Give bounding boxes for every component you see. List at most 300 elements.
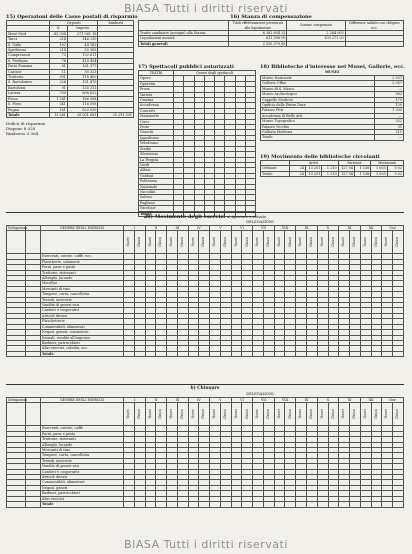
section-20-subtitle: a) Aperture e attivate — [226, 215, 267, 219]
savings-office: Latiera — [7, 91, 50, 96]
header-subcol — [156, 231, 167, 254]
movement-total-cell — [382, 351, 393, 356]
shows-theatre: Niccolini — [139, 189, 174, 194]
header-n: N. — [50, 26, 68, 31]
movement-total-cell — [177, 351, 188, 356]
header-subcol — [296, 231, 307, 254]
savings-importo: 116 008 — [67, 102, 97, 107]
subcol-label: Nuovi — [169, 408, 174, 419]
movement-total-cell — [371, 502, 382, 507]
header-roman: V — [210, 226, 232, 231]
movement-total-cell — [231, 502, 242, 507]
savings-office: S. Frediano — [7, 58, 50, 63]
savings-table — [6, 20, 134, 118]
header-subcol — [339, 403, 350, 426]
museum-name: Palazzo Vecchio — [261, 124, 375, 129]
section-15-savings — [6, 14, 138, 210]
movement-total-cell — [177, 502, 188, 507]
closures-table — [6, 397, 404, 508]
movement-category: Vendite di generi vari — [41, 464, 124, 469]
header-roman: VII — [253, 226, 275, 231]
library-cell: 1 210 — [322, 171, 338, 176]
subcol-label: Nuovi — [298, 408, 303, 419]
header-subcol — [231, 231, 242, 254]
movement-total-cell — [134, 502, 145, 507]
shows-theatre: Pagliano — [139, 200, 174, 205]
subcol-label: Chiusi — [373, 236, 378, 247]
subcol-label: Chiusi — [244, 408, 249, 419]
shows-theatre: Feste — [139, 125, 174, 130]
header-subcol — [188, 403, 199, 426]
header-subcol — [177, 403, 188, 426]
header-subcol — [285, 403, 296, 426]
header-subcol — [242, 403, 253, 426]
shows-theatre: Ippodromo — [139, 135, 174, 140]
savings-office: Porta Romana — [7, 64, 50, 69]
header-subcol — [177, 231, 188, 254]
movement-total-cell — [263, 502, 274, 507]
movement-total-cell — [360, 351, 371, 356]
header-subcol — [339, 231, 350, 254]
header-subcol — [134, 231, 145, 254]
header-subcol — [328, 231, 339, 254]
shows-theatre: Concerti — [139, 108, 174, 113]
header-subcol — [167, 231, 178, 254]
dispone-value: 8 028 — [23, 126, 36, 132]
divider-1 — [6, 212, 404, 213]
savings-office: S. Piero — [7, 102, 50, 107]
movement-category: Vendite di generi vari — [41, 303, 124, 308]
header-teatri: TEATRI — [139, 71, 174, 76]
movement-category: Tempere, carta, cancelleria — [41, 292, 124, 297]
shows-theatre: La Pergola — [139, 157, 174, 162]
header-subcol — [145, 403, 156, 426]
shows-table — [138, 70, 256, 217]
shows-theatre: Verdi — [139, 162, 174, 167]
museum-visitors: 31 — [375, 124, 404, 129]
libraries-table — [260, 160, 404, 177]
library-cell: 127 94 — [338, 171, 354, 176]
savings-importo: 44 162 — [67, 42, 97, 47]
shows-theatre: Salvini — [139, 195, 174, 200]
movement-category: Esercenti, osterie, caffè — [41, 426, 124, 431]
movement-total-cell — [220, 502, 231, 507]
movement-total-label: Totale — [41, 502, 124, 507]
header-subcol — [253, 231, 264, 254]
subcol-label: Nuovi — [384, 236, 389, 247]
savings-n: 61 — [50, 64, 68, 69]
header-roman: II — [145, 226, 167, 231]
movement-total-cell — [285, 502, 296, 507]
library-cell: 1 005 — [371, 166, 387, 171]
clearing-compensated: 2 264 003 — [287, 31, 345, 36]
movement-category: Mercanti di vino — [41, 448, 124, 453]
movement-category: Articoli diversi — [41, 475, 124, 480]
subcol-label: Chiusi — [222, 408, 227, 419]
movement-total-cell — [156, 351, 167, 356]
savings-n: 63 304 — [50, 31, 68, 36]
dispone-label: Dispone — [6, 126, 23, 132]
subcol-label: Nuovi — [212, 408, 217, 419]
movement-category: Esercenti, osterie, caffè, ecc. — [41, 254, 124, 259]
savings-n: 301 — [50, 75, 68, 80]
savings-office: Comprensori — [7, 53, 50, 58]
subcol-label: Chiusi — [244, 236, 249, 247]
statistics-sheet — [6, 14, 404, 536]
shows-theatre: Cinema — [139, 98, 174, 103]
movement-total-cell — [296, 351, 307, 356]
subcol-label: Chiusi — [352, 236, 357, 247]
movement-total-cell — [253, 502, 264, 507]
movement-total-cell — [242, 351, 253, 356]
savings-importo: 271 061 16 — [67, 31, 97, 36]
subcol-label: Nuovi — [362, 408, 367, 419]
library-cell: Totale — [261, 171, 290, 176]
header-depositi: Depositi — [50, 21, 98, 26]
museum-visitors: — — [375, 135, 404, 140]
header-differenze: Differenze saldate con chèques ecc. — [345, 21, 403, 31]
museum-name: Galleria Uffizi — [261, 81, 375, 86]
divider-2 — [6, 384, 404, 385]
section-17-shows — [138, 64, 256, 216]
header-subcol — [350, 231, 361, 254]
savings-office: Cascine — [7, 69, 50, 74]
movement-category: Altri esercizi, calzolai, ecc. — [41, 346, 124, 351]
movement-total-cell — [285, 351, 296, 356]
header-subcol — [360, 231, 371, 254]
header-subcol — [134, 403, 145, 426]
header-roman: IV — [188, 398, 210, 403]
movement-total-cell — [124, 351, 135, 356]
header-subcol — [307, 231, 318, 254]
savings-n: 161 — [50, 107, 68, 112]
header-roman: VIII — [274, 398, 296, 403]
subcol-label: Nuovi — [147, 408, 152, 419]
header-subcol — [317, 231, 328, 254]
savings-office: Spedizioni — [7, 48, 50, 53]
header-roman: IX — [296, 226, 318, 231]
header-subcol — [231, 403, 242, 426]
header-rimborsi: Rimborsi — [98, 21, 134, 26]
header-delegazioni: Delegazioni — [8, 398, 27, 402]
movement-total-cell — [317, 502, 328, 507]
header-importo: Importo — [67, 26, 97, 31]
savings-office: Pugna — [7, 107, 50, 112]
movement-category: Negozi, generi — [41, 485, 124, 490]
movement-total-cell — [220, 351, 231, 356]
subcol-label: Chiusi — [136, 408, 141, 419]
museum-visitors: 2 057 — [375, 81, 404, 86]
museum-name: Museo di S. Marco — [261, 86, 375, 91]
header-subcol — [371, 403, 382, 426]
movement-category: Forni, pane e pasta — [41, 431, 124, 436]
savings-importo: 161 577 — [67, 64, 97, 69]
clearing-table — [138, 20, 404, 47]
header-roman: VI — [231, 398, 253, 403]
library-cell: 1 138 — [354, 166, 370, 171]
library-cell: 5 02 — [387, 166, 403, 171]
header-movimento: Movimento — [371, 161, 404, 166]
header-blank — [7, 231, 26, 254]
subcol-label: Nuovi — [147, 236, 152, 247]
section-20-openings — [6, 214, 404, 382]
shows-theatre: Prosa — [139, 87, 174, 92]
movement-category: Forni, pane e pasta — [41, 265, 124, 270]
movement-category: Macellai — [41, 281, 124, 286]
header-subcol — [220, 403, 231, 426]
movement-total-blank — [26, 351, 41, 356]
shows-theatre: Velodromo — [139, 141, 174, 146]
movement-total-cell — [296, 502, 307, 507]
savings-importo: 102 611 — [67, 53, 97, 58]
movement-total-cell — [274, 502, 285, 507]
library-cell: 24 — [289, 171, 305, 176]
movement-category: Commestibili, alimentari — [41, 480, 124, 485]
museum-visitors: 120 — [375, 103, 404, 108]
museum-name: Totale — [261, 135, 375, 140]
header-subcol — [263, 403, 274, 426]
subcol-label: Nuovi — [169, 236, 174, 247]
savings-importo: 608 822 — [67, 91, 97, 96]
savings-n: 226 — [50, 80, 68, 85]
shows-theatre: Politeama — [139, 179, 174, 184]
shows-theatre: Nazionale — [139, 184, 174, 189]
movement-total-blank — [7, 351, 26, 356]
subcol-label: Chiusi — [330, 408, 335, 419]
header-subcol — [145, 231, 156, 254]
header-delegazioni: Delegazioni — [8, 226, 27, 230]
clearing-total-label: Totali generali — [139, 41, 229, 46]
movement-category: Articoli diversi — [41, 313, 124, 318]
header-subcol — [188, 231, 199, 254]
header-subcol — [199, 403, 210, 426]
museum-name: Museo Topografico — [261, 119, 375, 124]
subcol-label: Chiusi — [309, 408, 314, 419]
subcol-label: Nuovi — [126, 408, 131, 419]
movement-category: Tempere, carta, cancelleria — [41, 453, 124, 458]
library-cell: Ordinari — [261, 166, 290, 171]
savings-importo: 622 030 — [67, 107, 97, 112]
header-subcol — [360, 403, 371, 426]
library-cell: 1 138 — [354, 171, 370, 176]
savings-office: Fosso — [7, 96, 50, 101]
clearing-label: Liquidazioni mensili — [139, 36, 229, 41]
movement-category: Trattorie, ristoranti — [41, 270, 124, 275]
movement-total-blank — [7, 502, 26, 507]
movement-category: Trattorie, ristoranti — [41, 437, 124, 442]
movement-category: Cantieri e cooperativi — [41, 469, 124, 474]
savings-office: Trattoria — [7, 75, 50, 80]
header-subcol — [382, 403, 393, 426]
movement-category: Sensali, vendite all'ingrosso — [41, 335, 124, 340]
section-20-closures — [6, 386, 404, 536]
subcol-label: Nuovi — [255, 408, 260, 419]
rimborso-value: 3 364 — [26, 131, 39, 137]
header-subcol — [210, 403, 221, 426]
movement-total-cell — [393, 351, 404, 356]
header-roman: III — [167, 398, 189, 403]
subcol-label: Chiusi — [352, 408, 357, 419]
rimborso-line — [6, 131, 134, 136]
movement-total-cell — [210, 351, 221, 356]
header-subcol — [393, 231, 404, 254]
museum-visitors: 211 — [375, 130, 404, 135]
shows-theatre: Goldoni — [139, 173, 174, 178]
shows-total-label: Totale — [139, 211, 174, 216]
header-subcol — [242, 231, 253, 254]
header-subcol — [328, 403, 339, 426]
subcol-label: Chiusi — [309, 236, 314, 247]
header-roman: XI — [339, 226, 361, 231]
savings-n: 78 — [50, 58, 68, 63]
subcol-label: Nuovi — [341, 408, 346, 419]
header-titoli: Titoli effettivamente presentati alla liquidazione — [229, 21, 287, 31]
movement-total-row — [7, 502, 404, 507]
clearing-presented: 6 302 604 22 — [229, 31, 287, 36]
header-roman: X — [317, 398, 339, 403]
savings-importo: 151 470 — [67, 80, 97, 85]
openings-table — [6, 225, 404, 357]
movement-total-cell — [124, 502, 135, 507]
header-subcol — [263, 231, 274, 254]
movement-total-cell — [263, 351, 274, 356]
movement-total-cell — [307, 351, 318, 356]
movement-total-cell — [199, 502, 210, 507]
savings-office: Bartolozzi — [7, 85, 50, 90]
museum-visitors: 252 — [375, 119, 404, 124]
header-subcol — [296, 403, 307, 426]
header-subrow — [7, 231, 404, 254]
movement-total-cell — [307, 502, 318, 507]
shows-theatre: Sferisterio — [139, 152, 174, 157]
movement-category: Commestibili, alimentari — [41, 324, 124, 329]
movement-total-cell — [328, 351, 339, 356]
savings-total-label: Totale — [7, 112, 50, 117]
subcol-label: Chiusi — [373, 408, 378, 419]
shows-theatre: Operetta — [139, 81, 174, 86]
header-roman: II — [145, 398, 167, 403]
savings-total-importo: 28 001 081 — [67, 112, 97, 117]
library-cell: 13 201 — [305, 171, 321, 176]
section-16-clearing — [138, 14, 404, 62]
movement-category: Alberghi, locande — [41, 442, 124, 447]
header-blank — [41, 231, 124, 254]
movement-total-cell — [253, 351, 264, 356]
section-19-title: 19) Movimento delle biblioteche circolanti — [260, 154, 380, 160]
header-genere: GENERE DEGLI ESERCIZI — [41, 398, 124, 403]
header-generi: Generi degli spettacoli — [174, 71, 256, 76]
header-roman: VII — [253, 398, 275, 403]
subcol-label: Chiusi — [201, 408, 206, 419]
shows-theatre: Accademia — [139, 103, 174, 108]
header-subcol — [382, 231, 393, 254]
subcol-label: Chiusi — [395, 408, 400, 419]
section-15-title: 15) Operazioni delle Casse postali di risparmio — [6, 14, 138, 20]
savings-n: 182 — [50, 42, 68, 47]
rimborso-label: Rimborso — [6, 131, 26, 137]
header-genere: GENERE DEGLI ESERCIZI — [41, 226, 124, 231]
header-blank — [26, 403, 41, 426]
header-subcol — [124, 231, 135, 254]
header-roman: XII — [360, 398, 382, 403]
section-20-title-text: 20) Movimento degli esercizi — [143, 214, 226, 220]
museum-visitors: 175 — [375, 97, 404, 102]
movement-total-cell — [328, 502, 339, 507]
savings-n: 341 — [50, 102, 68, 107]
savings-n: 1 281 — [50, 96, 68, 101]
subcol-label: Nuovi — [190, 408, 195, 419]
savings-office: Tacci — [7, 37, 50, 42]
movement-total-label: Totale — [41, 351, 124, 356]
movement-total-cell — [317, 351, 328, 356]
header-roman: V — [210, 398, 232, 403]
savings-n: 73 — [50, 53, 68, 58]
section-20b-subtitle: b) Chiusure — [190, 386, 220, 391]
subcol-label: Nuovi — [319, 236, 324, 247]
shows-theatre: Alfieri — [139, 168, 174, 173]
savings-n: 214 — [50, 37, 68, 42]
savings-office: S. Bartolomeo — [7, 80, 50, 85]
movement-category: Barbieri, parrucchieri — [41, 340, 124, 345]
header-subcol — [371, 231, 382, 254]
subcol-label: Nuovi — [212, 236, 217, 247]
museum-visitors: — — [375, 86, 404, 91]
savings-office: Mese Mod. — [7, 31, 50, 36]
subcol-label: Chiusi — [136, 236, 141, 247]
subcol-label: Chiusi — [222, 236, 227, 247]
savings-importo: 55 163 — [67, 48, 97, 53]
movement-total-cell — [134, 351, 145, 356]
shows-theatre: Circo — [139, 119, 174, 124]
subcol-label: Chiusi — [330, 236, 335, 247]
section-18-museums — [260, 64, 404, 150]
header-roman: IV — [188, 226, 210, 231]
shows-theatre: Marionette — [139, 114, 174, 119]
header-subcol — [156, 403, 167, 426]
savings-n: 700 — [50, 91, 68, 96]
clearing-total-value: 2 556 379 88 — [229, 41, 287, 46]
movement-category: Tessuti, mercerie — [41, 297, 124, 302]
movement-total-cell — [393, 502, 404, 507]
header-roman: Gov. — [382, 398, 404, 403]
header-subcol — [274, 231, 285, 254]
header-roman: XI — [339, 398, 361, 403]
movement-total-cell — [339, 502, 350, 507]
header-somme: Somme compensate — [287, 21, 345, 31]
header-roman: I — [124, 226, 146, 231]
museum-name: Palazzo Pitti — [261, 108, 375, 113]
movement-total-cell — [199, 351, 210, 356]
header-subcol — [253, 403, 264, 426]
museum-name: Opificio delle Pietre Dure — [261, 103, 375, 108]
library-cell: 5 02 — [387, 171, 403, 176]
museum-name: Cappelle Medicee — [261, 97, 375, 102]
shows-theatre: Varietà — [139, 92, 174, 97]
movement-total-cell — [167, 351, 178, 356]
header-subcol — [210, 231, 221, 254]
savings-n: 214 — [50, 48, 68, 53]
watermark-bottom: BIASA Tutti i diritti riservati — [124, 538, 288, 551]
shows-theatre: Excelsior — [139, 206, 174, 211]
movement-total-cell — [274, 351, 285, 356]
savings-importo: 166 008 — [67, 96, 97, 101]
header-roman: VI — [231, 226, 253, 231]
header-subrow — [7, 403, 404, 426]
subcol-label: Nuovi — [362, 236, 367, 247]
subcol-label: Nuovi — [126, 236, 131, 247]
subcol-label: Nuovi — [319, 408, 324, 419]
header-subcol — [393, 403, 404, 426]
